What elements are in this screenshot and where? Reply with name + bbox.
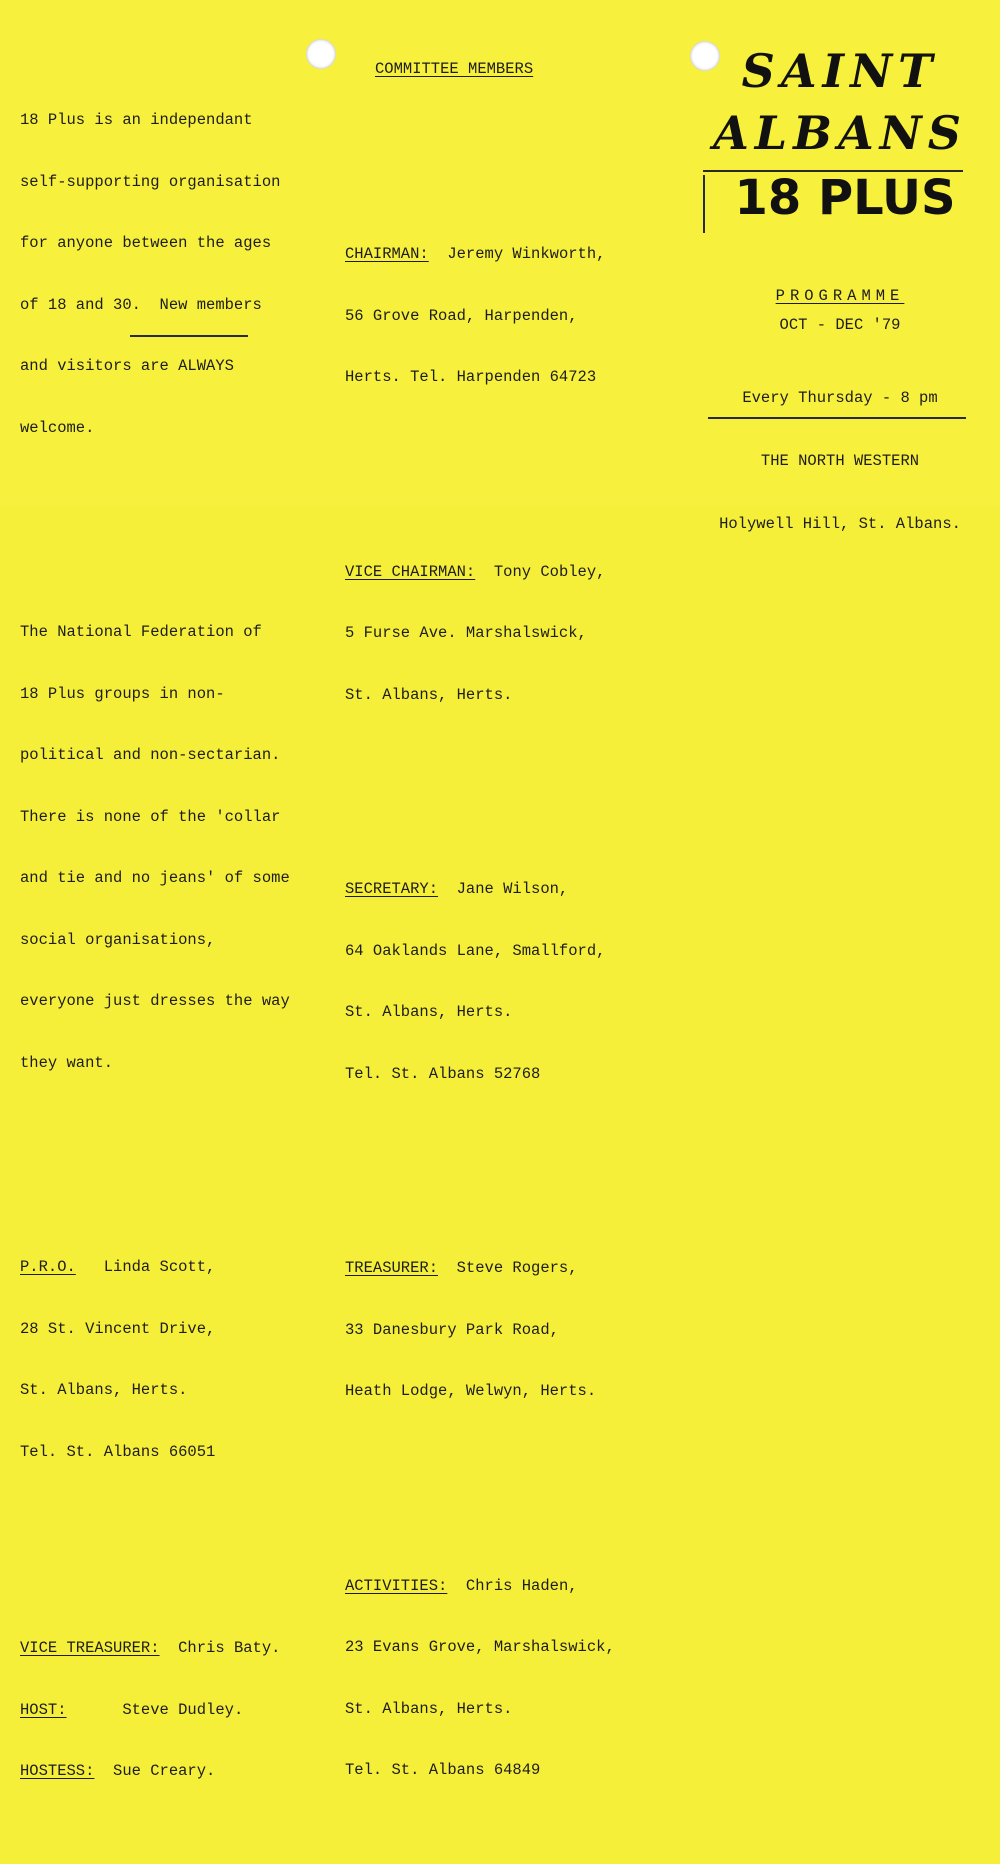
intro-paragraph-1 [20, 69, 290, 479]
address-line: St. Albans, Herts. [345, 1003, 513, 1021]
text-line: political and non-sectarian. [20, 746, 281, 764]
spacer [20, 520, 290, 540]
role-name: Steve Dudley. [66, 1700, 244, 1719]
member-name: Jeremy Winkworth, [428, 245, 606, 263]
address-line: 56 Grove Road, Harpenden, [345, 306, 578, 325]
divider-rule [130, 335, 248, 337]
address-line: Herts. Tel. Harpenden 64723 [345, 368, 597, 386]
member-name: Jane Wilson, [438, 880, 569, 898]
committee-column [345, 18, 615, 1863]
meeting-details [690, 346, 990, 577]
member-role: CHAIRMAN: [345, 245, 429, 263]
committee-heading: COMMITTEE MEMBERS [375, 60, 534, 78]
role-name: Sue Creary. [94, 1762, 216, 1780]
text-line: they want. [20, 1053, 114, 1072]
text-line: and visitors are ALWAYS [20, 357, 234, 375]
committee-member-activities [345, 1535, 615, 1822]
title-saint: SAINT [741, 44, 939, 98]
pro-block [20, 1216, 290, 1503]
role-label: VICE TREASURER: [20, 1639, 160, 1657]
text-line: There is none of the 'collar [20, 807, 281, 826]
address-line: 23 Evans Grove, Marshalswick, [345, 1638, 615, 1656]
role-label: HOSTESS: [20, 1762, 95, 1780]
pro-role: P.R.O. [20, 1258, 76, 1276]
text-line: 18 Plus is an independant [20, 111, 253, 129]
spacer [20, 1544, 290, 1556]
extra-roles [20, 1597, 290, 1823]
address-line: St. Albans, Herts. [345, 1699, 513, 1718]
spacer [345, 121, 615, 142]
punch-hole [306, 39, 336, 69]
title-18-plus: 18 PLUS [734, 170, 956, 226]
title-albans: ALBANS [713, 106, 967, 160]
role-label: HOST: [20, 1700, 67, 1719]
address-line: 33 Danesbury Park Road, [345, 1320, 559, 1339]
pro-name: Linda Scott, [75, 1258, 216, 1276]
address-line: Tel. St. Albans 66051 [20, 1442, 216, 1461]
text-line: social organisations, [20, 930, 216, 949]
member-name: Chris Haden, [447, 1576, 578, 1595]
member-role: SECRETARY: [345, 880, 439, 898]
committee-member-vice-chairman [345, 521, 615, 747]
programme-dates: OCT - DEC '79 [779, 316, 901, 334]
committee-member-secretary [345, 838, 615, 1125]
address-line: Heath Lodge, Welwyn, Herts. [345, 1382, 597, 1400]
text-line: everyone just dresses the way [20, 992, 290, 1010]
meeting-line: THE NORTH WESTERN [760, 452, 920, 470]
address-line: 64 Oaklands Lane, Smallford, [345, 941, 606, 960]
text-line: The National Federation of [20, 623, 262, 641]
member-name: Tony Cobley, [475, 562, 606, 581]
member-role: VICE CHAIRMAN: [345, 562, 476, 581]
text-line: 18 Plus groups in non- [20, 684, 225, 703]
address-line: Tel. St. Albans 64849 [345, 1761, 541, 1779]
intro-column [20, 28, 290, 1864]
role-name: Chris Baty. [159, 1639, 281, 1657]
address-line: 5 Furse Ave. Marshalswick, [345, 624, 587, 642]
text-line: of 18 and 30. New members [20, 295, 262, 314]
text-line: for anyone between the ages [20, 234, 272, 252]
programme-label: PROGRAMME [775, 287, 905, 305]
member-role: TREASURER: [345, 1259, 439, 1277]
spacer [20, 1155, 290, 1175]
member-role: ACTIVITIES: [345, 1576, 448, 1595]
member-name: Steve Rogers, [438, 1259, 578, 1277]
divider-rule [708, 417, 966, 419]
intro-paragraph-2 [20, 581, 290, 1114]
address-line: Tel. St. Albans 52768 [345, 1064, 541, 1083]
cover-column [690, 0, 990, 533]
text-line: and tie and no jeans' of some [20, 869, 290, 887]
address-line: 28 St. Vincent Drive, [20, 1319, 216, 1338]
text-line: self-supporting organisation [20, 172, 281, 191]
committee-member-treasurer [345, 1217, 615, 1443]
address-line: St. Albans, Herts. [20, 1381, 188, 1399]
text-line: welcome. [20, 418, 95, 437]
address-line: St. Albans, Herts. [345, 685, 513, 704]
committee-member-chairman [345, 203, 615, 429]
meeting-line: Holywell Hill, St. Albans. [719, 515, 961, 533]
meeting-line: Every Thursday - 8 pm [742, 389, 938, 407]
